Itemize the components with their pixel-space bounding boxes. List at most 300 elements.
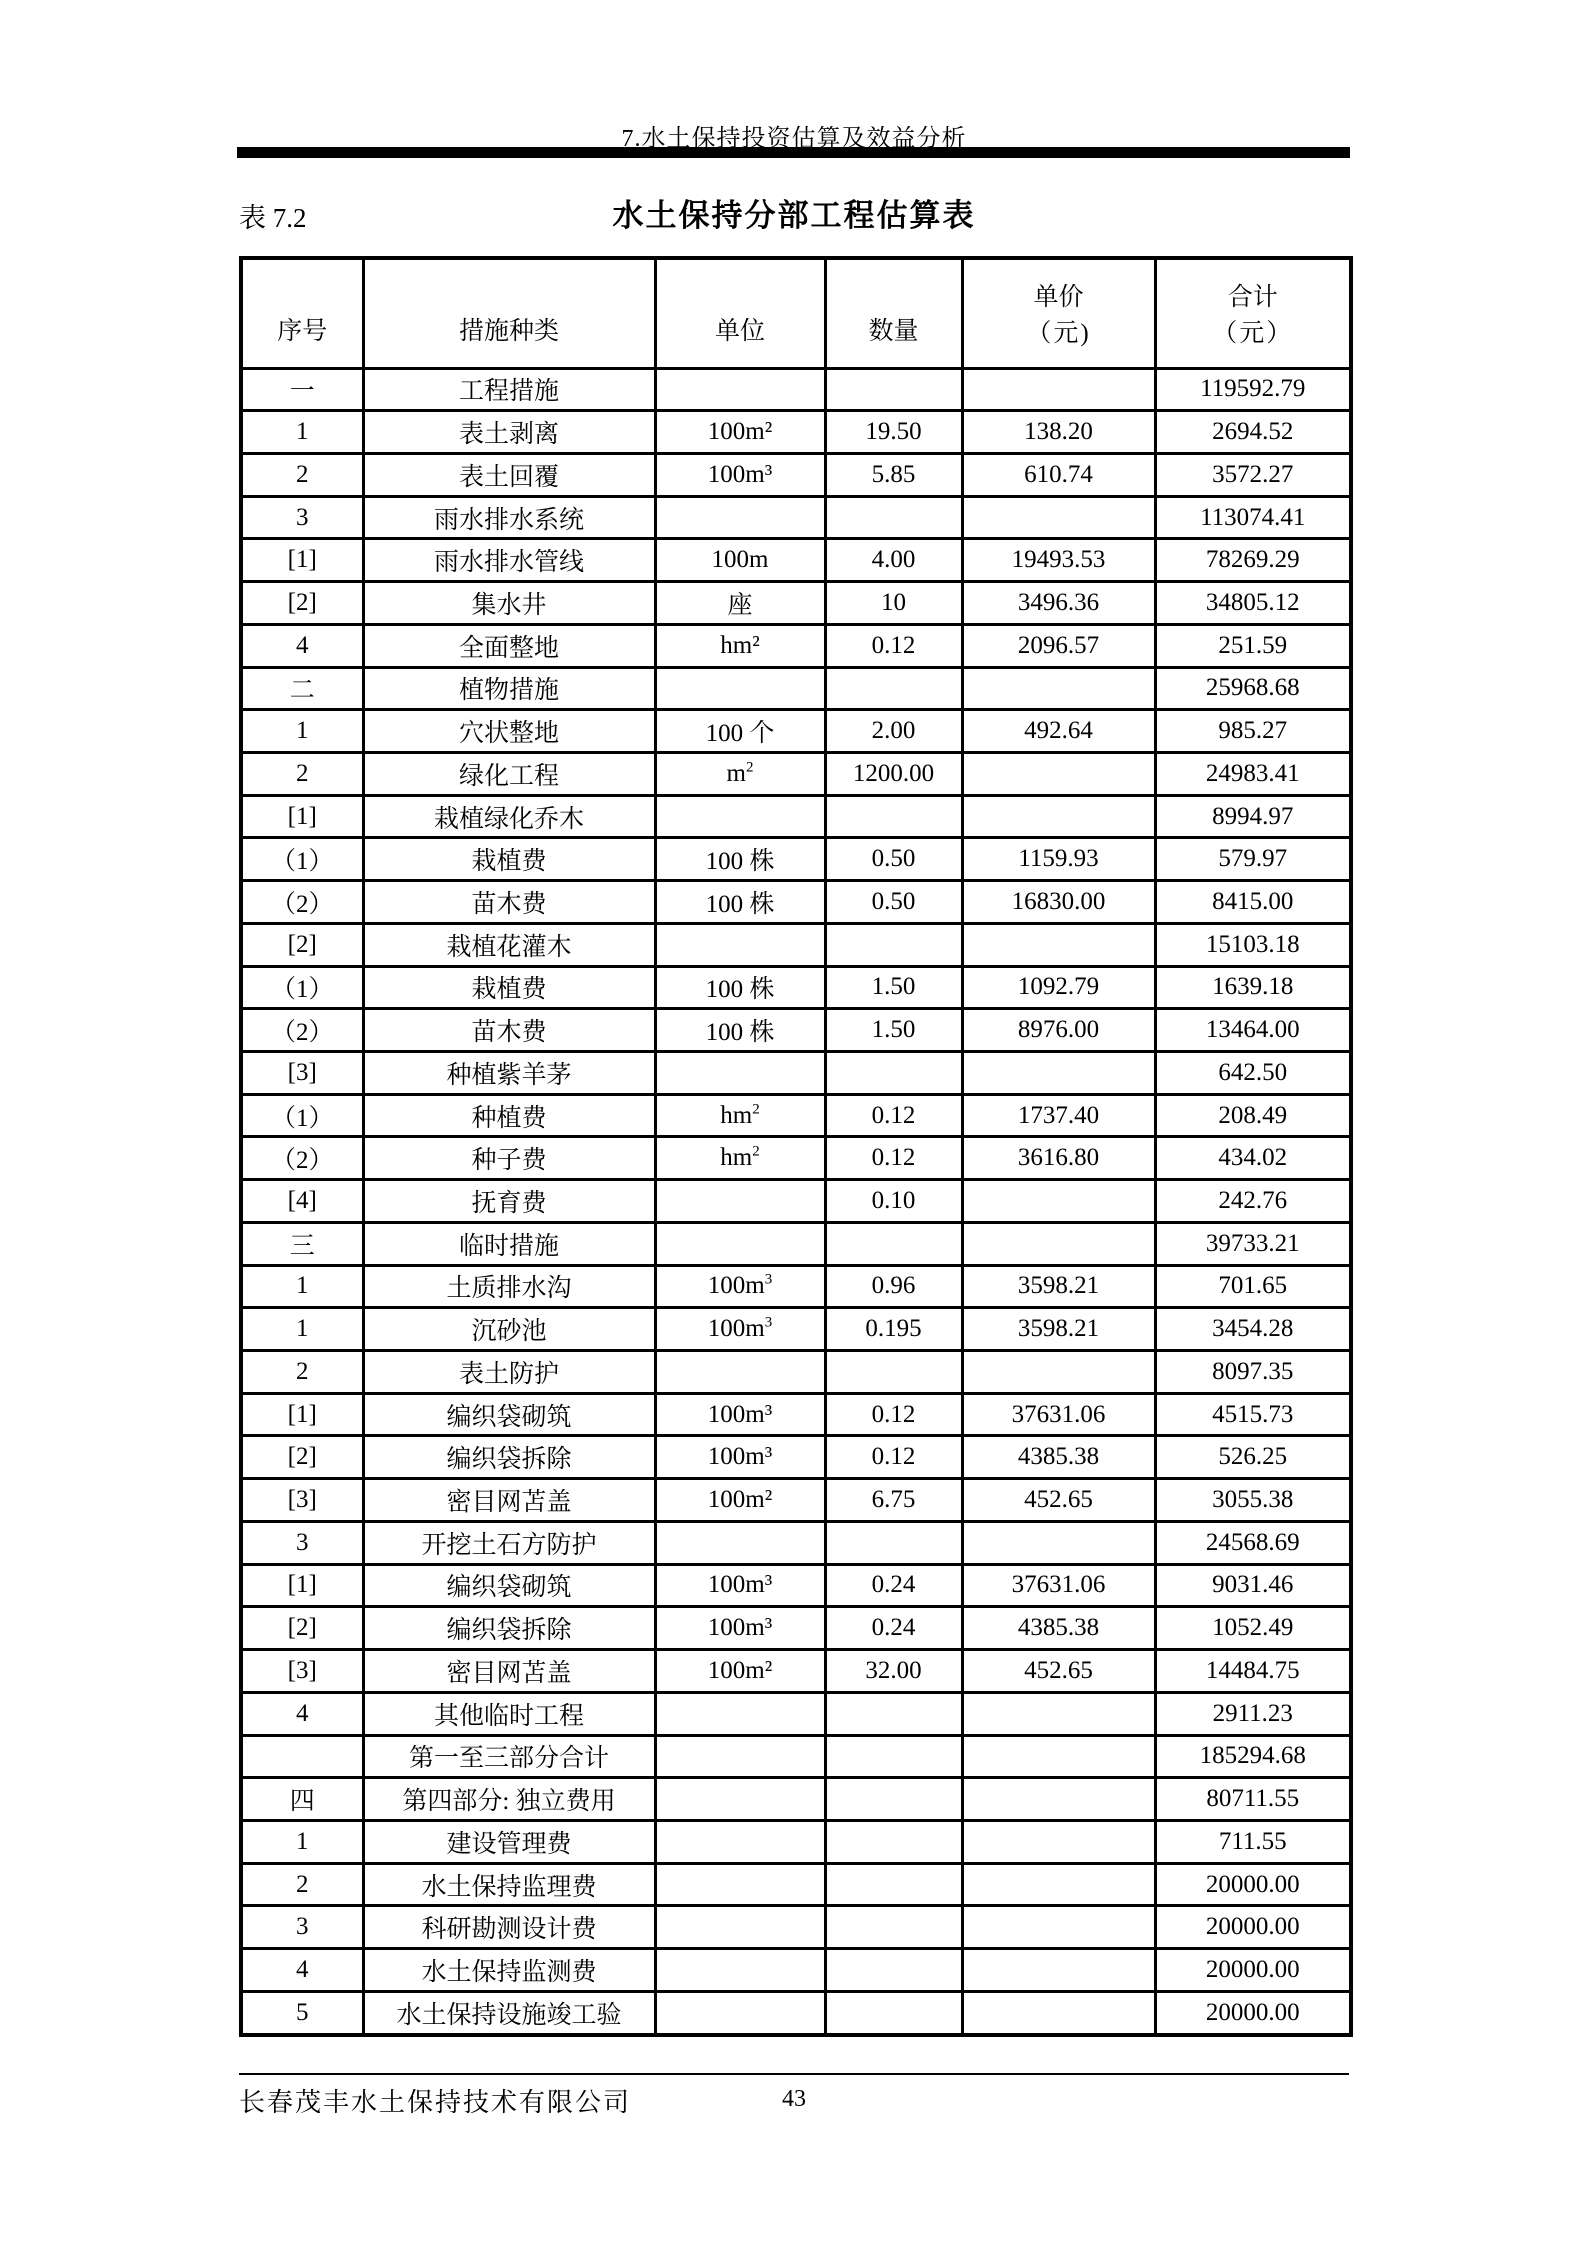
table-cell: 711.55 [1155,1820,1351,1863]
table-row [241,1009,1351,1052]
table-cell: 19493.53 [962,539,1155,582]
table-cell: 开挖土石方防护 [363,1521,655,1564]
table-cell: [1] [241,539,363,582]
table-cell [962,752,1155,795]
table-cell: 579.97 [1155,838,1351,881]
table-cell [655,1863,825,1906]
table-cell: 8097.35 [1155,1351,1351,1394]
table-cell [825,1906,962,1949]
table-row [241,624,1351,667]
table-cell: 1639.18 [1155,966,1351,1009]
table-cell: 栽植费 [363,838,655,881]
table-row [241,1222,1351,1265]
table-row [241,1137,1351,1180]
table-row [241,1949,1351,1992]
table-cell: 植物措施 [363,667,655,710]
table-cell: 113074.41 [1155,496,1351,539]
table-cell: 1 [241,1820,363,1863]
table-cell: 3496.36 [962,582,1155,625]
table-cell: 表土回覆 [363,453,655,496]
table-cell: 100 株 [655,1009,825,1052]
table-cell: [2] [241,1436,363,1479]
table-cell: 4515.73 [1155,1393,1351,1436]
table-number-label: 表 7.2 [239,203,307,233]
unit-superscript: 2 [752,1101,760,1118]
table-cell: 水土保持监理费 [363,1863,655,1906]
column-header [363,258,655,368]
table-cell: 100m² [655,411,825,454]
table-cell: 编织袋砌筑 [363,1393,655,1436]
table-cell: 100m³ [655,453,825,496]
table-cell [962,1052,1155,1095]
unit-superscript: 2 [752,1143,760,1160]
table-cell: 栽植花灌木 [363,923,655,966]
table-cell: 100 株 [655,881,825,924]
table-cell: 雨水排水管线 [363,539,655,582]
table-cell: 建设管理费 [363,1820,655,1863]
table-row [241,838,1351,881]
table-cell: 2096.57 [962,624,1155,667]
table-cell: （2） [241,1009,363,1052]
table-cell [825,795,962,838]
table-row [241,1991,1351,2035]
table-cell: hm² [655,624,825,667]
table-cell: 25968.68 [1155,667,1351,710]
table-cell: 20000.00 [1155,1991,1351,2035]
table-cell: 编织袋拆除 [363,1607,655,1650]
table-cell: $100m^3$ [655,1265,825,1308]
table-cell: 3572.27 [1155,453,1351,496]
table-cell [962,1351,1155,1394]
table-cell: 沉砂池 [363,1308,655,1351]
table-cell: 8976.00 [962,1009,1155,1052]
table-cell: 19.50 [825,411,962,454]
table-cell: 0.50 [825,838,962,881]
table-cell [655,1351,825,1394]
column-header [825,258,962,368]
table-row [241,1692,1351,1735]
table-row [241,1906,1351,1949]
table-cell [655,1991,825,2035]
table-cell: 密目网苫盖 [363,1650,655,1693]
table-cell: 第四部分: 独立费用 [363,1778,655,1821]
column-header-label: 单价 [1033,284,1084,312]
table-row [241,1650,1351,1693]
table-cell: 100m² [655,1479,825,1522]
table-cell [962,1521,1155,1564]
table-cell: 100m² [655,1650,825,1693]
table-cell [825,1778,962,1821]
table-cell [825,923,962,966]
table-cell: 1.50 [825,966,962,1009]
table-cell: 20000.00 [1155,1949,1351,1992]
table-cell: 座 [655,582,825,625]
table-cell: 20000.00 [1155,1906,1351,1949]
table-cell: 编织袋砌筑 [363,1564,655,1607]
column-header-label: 合计 [1227,284,1278,312]
table-cell [825,1692,962,1735]
table-row [241,1308,1351,1351]
table-cell [825,1052,962,1095]
table-cell: 100m³ [655,1436,825,1479]
table-cell: 穴状整地 [363,710,655,753]
table-row [241,1778,1351,1821]
page-number: 43 [782,2086,806,2112]
table-cell: 2694.52 [1155,411,1351,454]
table-cell: 栽植费 [363,966,655,1009]
table-cell: 80711.55 [1155,1778,1351,1821]
table-cell: 37631.06 [962,1393,1155,1436]
table-cell: 20000.00 [1155,1863,1351,1906]
table-row [241,1521,1351,1564]
table-cell: 39733.21 [1155,1222,1351,1265]
table-cell: 1.50 [825,1009,962,1052]
table-cell: $hm^2$ [655,1094,825,1137]
table-cell [962,1820,1155,1863]
table-cell: 1052.49 [1155,1607,1351,1650]
table-cell [825,1521,962,1564]
table-cell: 3 [241,496,363,539]
table-cell: 二 [241,667,363,710]
table-cell: $hm^2$ [655,1137,825,1180]
table-cell [655,1521,825,1564]
table-cell: 全面整地 [363,624,655,667]
table-cell: 集水井 [363,582,655,625]
table-cell: 24568.69 [1155,1521,1351,1564]
table-cell: [3] [241,1052,363,1095]
table-row [241,1436,1351,1479]
column-header-label: 措施种类 [458,318,559,346]
table-cell: 2 [241,752,363,795]
table-cell: $m^2$ [655,752,825,795]
table-cell: 0.12 [825,1436,962,1479]
table-cell: 14484.75 [1155,1650,1351,1693]
table-cell: 一 [241,368,363,411]
table-cell: 雨水排水系统 [363,496,655,539]
table-row [241,667,1351,710]
table-cell [962,1222,1155,1265]
table-cell [825,667,962,710]
unit-superscript: 3 [764,1314,773,1331]
table-cell: 1200.00 [825,752,962,795]
table-cell: 100m³ [655,1607,825,1650]
table-cell [655,1180,825,1223]
table-cell: 种植紫羊茅 [363,1052,655,1095]
table-row [241,1094,1351,1137]
table-cell: （2） [241,1137,363,1180]
table-cell: 6.75 [825,1479,962,1522]
table-cell [655,1222,825,1265]
footer-company: 长春茂丰水土保持技术有限公司 [239,2088,632,2117]
table-cell: 三 [241,1222,363,1265]
table-cell: 苗木费 [363,881,655,924]
table-cell: 251.59 [1155,624,1351,667]
table-cell: 1 [241,1265,363,1308]
table-cell: 3454.28 [1155,1308,1351,1351]
table-cell: 编织袋拆除 [363,1436,655,1479]
table-cell: 0.12 [825,624,962,667]
table-cell: [1] [241,795,363,838]
table-cell: 0.24 [825,1564,962,1607]
table-row [241,1564,1351,1607]
table-cell: 15103.18 [1155,923,1351,966]
table-cell: 138.20 [962,411,1155,454]
table-cell: 1 [241,1308,363,1351]
table-cell [655,1692,825,1735]
table-cell: 2 [241,1863,363,1906]
table-row [241,1393,1351,1436]
table-cell: 3 [241,1521,363,1564]
table-cell: 种子费 [363,1137,655,1180]
table-row [241,1479,1351,1522]
table-cell: （2） [241,881,363,924]
table-cell: （1） [241,1094,363,1137]
table-cell: 100m [655,539,825,582]
column-header-label: 单位 [714,318,765,346]
table-cell: 3055.38 [1155,1479,1351,1522]
table-cell: 表土剥离 [363,411,655,454]
column-header-unit: （元) [1026,320,1091,348]
header-divider [237,147,1350,158]
table-row [241,710,1351,753]
footer-divider [239,2073,1349,2075]
table-cell: 8994.97 [1155,795,1351,838]
column-header [962,258,1155,368]
table-cell: [2] [241,1607,363,1650]
table-cell: 其他临时工程 [363,1692,655,1735]
table-cell: 8415.00 [1155,881,1351,924]
table-cell: 1092.79 [962,966,1155,1009]
table-row [241,496,1351,539]
table-cell: 452.65 [962,1479,1155,1522]
table-cell: 临时措施 [363,1222,655,1265]
table-cell [825,1863,962,1906]
table-cell: 0.24 [825,1607,962,1650]
table-cell [962,1949,1155,1992]
table-cell [655,1820,825,1863]
column-header-unit: （元） [1212,320,1294,348]
table-row [241,582,1351,625]
table-cell [962,1692,1155,1735]
table-row [241,881,1351,924]
table-cell: 四 [241,1778,363,1821]
table-cell: 苗木费 [363,1009,655,1052]
table-row [241,368,1351,411]
table-row [241,453,1351,496]
table-cell: [3] [241,1479,363,1522]
table-cell [825,1351,962,1394]
table-cell: 100 株 [655,838,825,881]
table-cell: 栽植绿化乔木 [363,795,655,838]
table-cell: 0.50 [825,881,962,924]
table-cell: 3598.21 [962,1308,1155,1351]
table-cell: 水土保持设施竣工验 [363,1991,655,2035]
table-cell: 3 [241,1906,363,1949]
table-cell: 2911.23 [1155,1692,1351,1735]
table-row [241,752,1351,795]
table-cell [825,496,962,539]
table-cell [655,496,825,539]
table-cell [655,1949,825,1992]
table-cell: 100 株 [655,966,825,1009]
table-cell: 4 [241,1692,363,1735]
table-cell [655,1735,825,1778]
table-cell: 32.00 [825,1650,962,1693]
estimate-table [239,256,1353,2037]
table-cell: 0.10 [825,1180,962,1223]
table-cell: 492.64 [962,710,1155,753]
table-cell: 0.195 [825,1308,962,1351]
table-row [241,1607,1351,1650]
table-row [241,1735,1351,1778]
table-cell: 10 [825,582,962,625]
table-cell [962,667,1155,710]
table-cell: 242.76 [1155,1180,1351,1223]
table-cell: 16830.00 [962,881,1155,924]
table-cell: $100m^3$ [655,1308,825,1351]
table-cell [825,1820,962,1863]
table-cell [962,923,1155,966]
table-row [241,411,1351,454]
table-cell [962,1906,1155,1949]
running-header: 7.水土保持投资估算及效益分析 [621,126,967,152]
table-cell: 434.02 [1155,1137,1351,1180]
unit-superscript: 2 [745,759,754,776]
table-cell: 100m³ [655,1564,825,1607]
table-cell: 24983.41 [1155,752,1351,795]
table-row [241,795,1351,838]
table-cell: 4385.38 [962,1436,1155,1479]
estimate-table-body [241,368,1351,2035]
estimate-table-head [241,258,1351,368]
table-cell: 0.12 [825,1137,962,1180]
table-row [241,1820,1351,1863]
column-header-label: 序号 [277,318,328,346]
table-cell: 78269.29 [1155,539,1351,582]
table-cell: （1） [241,966,363,1009]
column-header-label: 数量 [868,318,919,346]
table-cell: 4.00 [825,539,962,582]
table-cell: 642.50 [1155,1052,1351,1095]
table-cell: 0.12 [825,1393,962,1436]
table-cell: 208.49 [1155,1094,1351,1137]
table-cell: 610.74 [962,453,1155,496]
table-cell [655,795,825,838]
table-cell [825,368,962,411]
table-cell: 0.96 [825,1265,962,1308]
table-cell [962,1991,1155,2035]
table-cell: 5.85 [825,453,962,496]
header-row [241,258,1351,368]
table-cell: 34805.12 [1155,582,1351,625]
table-cell: 4385.38 [962,1607,1155,1650]
table-cell: 第一至三部分合计 [363,1735,655,1778]
table-cell [962,1863,1155,1906]
table-cell [962,795,1155,838]
table-cell [825,1991,962,2035]
table-cell: 密目网苫盖 [363,1479,655,1522]
table-cell: （1） [241,838,363,881]
table-row [241,539,1351,582]
table-row [241,1863,1351,1906]
table-cell: 100 个 [655,710,825,753]
table-cell: 9031.46 [1155,1564,1351,1607]
table-cell: [2] [241,582,363,625]
table-cell [655,1052,825,1095]
table-cell: 1 [241,411,363,454]
table-cell: 1159.93 [962,838,1155,881]
table-cell: 185294.68 [1155,1735,1351,1778]
table-cell: [4] [241,1180,363,1223]
table-cell: 1 [241,710,363,753]
table-cell: 452.65 [962,1650,1155,1693]
table-title: 水土保持分部工程估算表 [612,198,976,233]
table-cell [655,368,825,411]
table-cell: 水土保持监测费 [363,1949,655,1992]
table-cell: 985.27 [1155,710,1351,753]
table-cell [241,1735,363,1778]
table-cell: 工程措施 [363,368,655,411]
table-row [241,1351,1351,1394]
table-cell: [1] [241,1564,363,1607]
table-row [241,923,1351,966]
table-row [241,966,1351,1009]
table-row [241,1052,1351,1095]
table-cell: [2] [241,923,363,966]
table-row [241,1265,1351,1308]
table-cell [962,496,1155,539]
table-cell: 100m³ [655,1393,825,1436]
table-cell: 13464.00 [1155,1009,1351,1052]
table-cell [825,1949,962,1992]
table-cell: 表土防护 [363,1351,655,1394]
table-cell [825,1222,962,1265]
table-cell: 526.25 [1155,1436,1351,1479]
table-cell: 4 [241,1949,363,1992]
unit-superscript: 3 [764,1272,773,1289]
column-header [655,258,825,368]
table-cell [655,1906,825,1949]
column-header [1155,258,1351,368]
table-cell: 0.12 [825,1094,962,1137]
table-cell [655,1778,825,1821]
table-cell: 绿化工程 [363,752,655,795]
table-cell [825,1735,962,1778]
table-cell: 科研勘测设计费 [363,1906,655,1949]
column-header [241,258,363,368]
table-cell [655,667,825,710]
table-cell: 119592.79 [1155,368,1351,411]
table-cell: 5 [241,1991,363,2035]
table-cell [962,368,1155,411]
table-cell: 3598.21 [962,1265,1155,1308]
table-cell: 种植费 [363,1094,655,1137]
table-cell: 701.65 [1155,1265,1351,1308]
table-cell: 土质排水沟 [363,1265,655,1308]
table-cell: 4 [241,624,363,667]
table-cell [655,923,825,966]
table-cell: 2 [241,453,363,496]
table-cell: 2 [241,1351,363,1394]
table-cell: 1737.40 [962,1094,1155,1137]
table-cell [962,1778,1155,1821]
table-cell: 37631.06 [962,1564,1155,1607]
table-cell: 2.00 [825,710,962,753]
table-row [241,1180,1351,1223]
table-cell: 3616.80 [962,1137,1155,1180]
table-cell: [1] [241,1393,363,1436]
table-cell: [3] [241,1650,363,1693]
